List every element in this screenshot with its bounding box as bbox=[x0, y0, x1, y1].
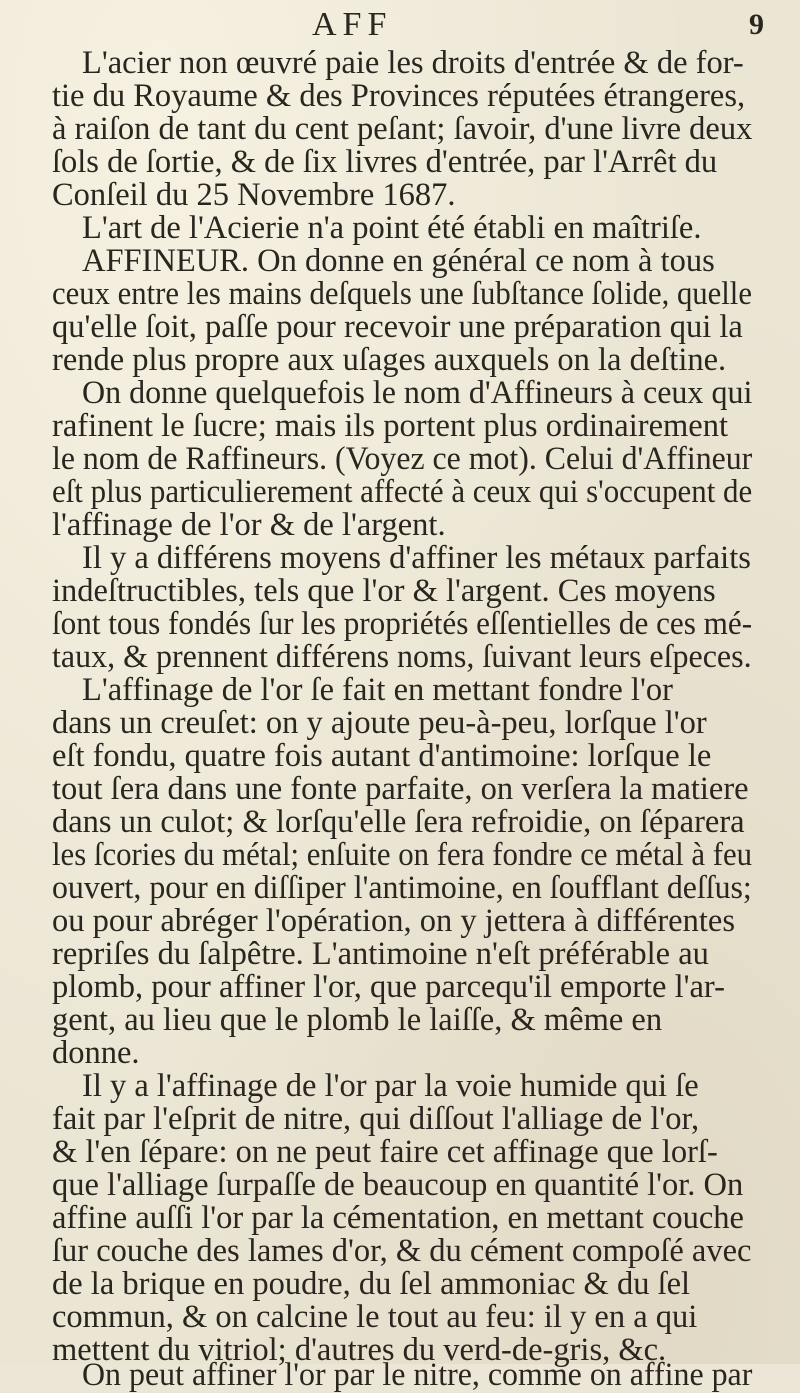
text-line: ou pour abréger l'opération, on y jettera à différentes bbox=[52, 903, 735, 939]
text-line: dans un culot; & lorſqu'elle ſera refroidie, on ſéparera bbox=[52, 804, 745, 840]
text-line: dans un creuſet: on y ajoute peu-à-peu, lorſque l'or bbox=[52, 705, 707, 741]
text-line: plomb, pour affiner l'or, que parcequ'il emporte l'ar- bbox=[52, 969, 725, 1005]
text-line: repriſes du ſalpêtre. L'antimoine n'eſt préférable au bbox=[52, 936, 709, 972]
text-line: les ſcories du métal; enſuite on fera fondre ce métal à feu bbox=[52, 837, 753, 873]
text-line: taux, & prennent différens noms, ſuivant leurs eſpeces. bbox=[52, 639, 752, 675]
text-line: ſur couche des lames d'or, & du cément compoſé avec bbox=[52, 1233, 752, 1269]
page-number: 9 bbox=[749, 8, 764, 41]
text-line: gent, au lieu que le plomb le laiſſe, & même en bbox=[52, 1002, 663, 1038]
text-line: On peut affiner l'or par le nitre, comme on affine par bbox=[82, 1357, 753, 1393]
text-line: L'art de l'Acierie n'a point été établi en maîtriſe. bbox=[82, 210, 702, 246]
text-line: On donne quelquefois le nom d'Affineurs à ceux qui bbox=[82, 375, 753, 411]
text-line: de la brique en poudre, du ſel ammoniac & du ſel bbox=[52, 1266, 691, 1302]
text-line: donne. bbox=[52, 1035, 140, 1071]
text-line: mettent du vitriol; d'autres du verd-de-gris, &c. bbox=[52, 1332, 667, 1368]
text-line: ſols de ſortie, & de ſix livres d'entrée, par l'Arrêt du bbox=[52, 144, 718, 180]
text-line: à raiſon de tant du cent peſant; ſavoir, d'une livre deux bbox=[52, 111, 753, 147]
running-head: AFF bbox=[312, 6, 393, 43]
text-line: affine auſſi l'or par la cémentation, en mettant couche bbox=[52, 1200, 744, 1236]
text-line: eſt plus particulierement affecté à ceux qui s'occupent de bbox=[52, 474, 753, 510]
text-line: rafinent le ſucre; mais ils portent plus ordinairement bbox=[52, 408, 728, 444]
text-line: indeſtructibles, tels que l'or & l'argent. Ces moyens bbox=[52, 573, 716, 609]
text-line: rende plus propre aux uſages auxquels on la deſtine. bbox=[52, 342, 727, 378]
text-line: ouvert, pour en diſſiper l'antimoine, en ſoufflant deſſus; bbox=[52, 870, 752, 906]
text-line: qu'elle ſoit, paſſe pour recevoir une préparation qui la bbox=[52, 309, 743, 345]
text-line: Conſeil du 25 Novembre 1687. bbox=[52, 177, 456, 213]
text-line: l'affinage de l'or & de l'argent. bbox=[52, 507, 446, 543]
text-line: AFFINEUR. On donne en général ce nom à tous bbox=[82, 243, 715, 279]
text-line: Il y a l'affinage de l'or par la voie humide qui ſe bbox=[82, 1068, 699, 1104]
text-line: tout ſera dans une fonte parfaite, on verſera la matiere bbox=[52, 771, 749, 807]
text-line: L'acier non œuvré paie les droits d'entrée & de for- bbox=[82, 45, 744, 81]
text-line: ceux entre les mains deſquels une ſubſtance ſolide, quelle bbox=[52, 276, 752, 312]
text-line: fait par l'eſprit de nitre, qui diſſout l'alliage de l'or, bbox=[52, 1101, 700, 1137]
text-line: Il y a différens moyens d'affiner les métaux parfaits bbox=[82, 540, 751, 576]
text-line: ſont tous fondés ſur les propriétés eſſentielles de ces mé- bbox=[52, 606, 753, 642]
text-line: le nom de Raffineurs. (Voyez ce mot). Celui d'Affineur bbox=[52, 441, 753, 477]
text-line: & l'en ſépare: on ne peut faire cet affinage que lorſ- bbox=[52, 1134, 718, 1170]
text-line: tie du Royaume & des Provinces réputées étrangeres, bbox=[52, 78, 746, 114]
text-line: eſt fondu, quatre fois autant d'antimoine: lorſque le bbox=[52, 738, 712, 774]
text-line: commun, & on calcine le tout au feu: il y en a qui bbox=[52, 1299, 698, 1335]
text-line: L'affinage de l'or ſe fait en mettant fondre l'or bbox=[82, 672, 673, 708]
text-line: que l'alliage ſurpaſſe de beaucoup en quantité l'or. On bbox=[52, 1167, 744, 1203]
